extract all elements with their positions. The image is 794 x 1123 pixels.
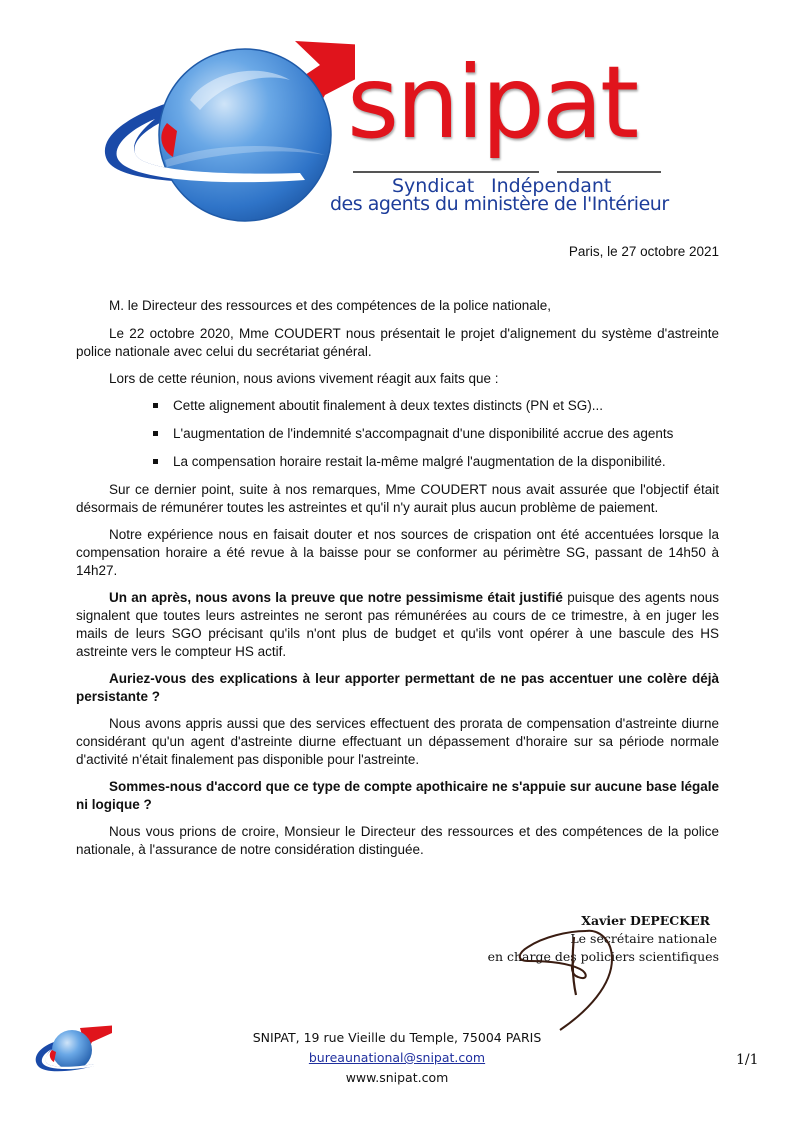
square-bullet-icon xyxy=(153,403,158,408)
salutation: M. le Directeur des ressources et des compétences de la police nationale, xyxy=(109,298,551,313)
paragraph-8 xyxy=(76,778,719,814)
signatory-role-detail: en charge des policiers scientifiques xyxy=(487,949,719,964)
paragraph-9: Nous vous prions de croire, Monsieur le Directeur des ressources et des compétences de la police nationale, à l'assurance de notre considération distinguée. xyxy=(76,824,719,857)
logo-tagline-independant: Indépendant xyxy=(491,175,612,197)
list-item-text: Cette alignement aboutit finalement à deux textes distincts (PN et SG)... xyxy=(173,398,603,413)
bullet-list xyxy=(76,397,719,471)
logo-rule-right xyxy=(557,171,661,173)
snipat-logo xyxy=(95,35,695,230)
signatory-role: Le secrétaire nationale xyxy=(570,931,717,946)
logo-tagline-line2: des agents du ministère de l'Intérieur xyxy=(330,193,669,215)
paragraph-1: Le 22 octobre 2020, Mme COUDERT nous présentait le projet d'alignement du système d'astreinte police nationale avec celui du secrétariat général. xyxy=(76,326,719,359)
letter-body xyxy=(76,297,719,868)
paragraph-6 xyxy=(76,670,719,706)
paragraph-2: Lors de cette réunion, nous avions vivement réagit aux faits que : xyxy=(109,371,499,386)
paragraph-5-text: puisque des agents nous signalent que toutes leurs astreintes ne seront pas rémunérées au cours de ce trimestre, à en juger les mails de leurs SGO précisant qu'ils n'ont plus de budget et qu'ils vont opérer à une bascule des HS astreinte vers le compteur HS actif. xyxy=(76,590,719,659)
paragraph-3: Sur ce dernier point, suite à nos remarques, Mme COUDERT nous avait assurée que l'objectif était désormais de rémunérer toutes les astreintes et qu'il n'y aurait plus aucun problème de paiement. xyxy=(76,482,719,515)
paragraph-7: Nous avons appris aussi que des services effectuent des prorata de compensation d'astreinte diurne considérant qu'un agent d'astreinte diurne effectuant un dépassement d'horaire sur sa période normale d'activité n'était finalement pas disponible pour l'astreinte. xyxy=(76,716,719,767)
list-item-text: La compensation horaire restait la-même malgré l'augmentation de la disponibilité. xyxy=(173,454,666,469)
signatory-name: Xavier DEPECKER xyxy=(581,913,710,928)
handwritten-signature-icon xyxy=(488,925,648,1035)
paragraph-4: Notre expérience nous en faisait douter et nos sources de crispation ont été accentuées lorsque la compensation horaire a été revue à la baisse pour se conformer au périmètre SG, passant de 14h50 à 14h27. xyxy=(76,527,719,578)
paragraph-5-bold: Un an après, nous avons la preuve que notre pessimisme était justifié xyxy=(109,590,563,605)
letter-date: Paris, le 27 octobre 2021 xyxy=(568,244,719,259)
logo-rule-left xyxy=(353,171,539,173)
paragraph-8-bold: Sommes-nous d'accord que ce type de compte apothicaire ne s'appuie sur aucune base légale ni logique ? xyxy=(76,779,719,812)
list-item xyxy=(153,425,719,443)
logo-wordmark: snipat xyxy=(347,44,637,161)
footer xyxy=(0,1028,794,1088)
footer-website: www.snipat.com xyxy=(345,1070,449,1085)
page-number: 1/1 xyxy=(736,1052,759,1068)
square-bullet-icon xyxy=(153,431,158,436)
paragraph-5 xyxy=(76,589,719,661)
paragraph-6-bold: Auriez-vous des explications à leur apporter permettant de ne pas accentuer une colère déjà persistante ? xyxy=(76,671,719,704)
list-item xyxy=(153,397,719,415)
planet-logo-icon xyxy=(95,35,355,230)
footer-email-link[interactable]: bureaunational@snipat.com xyxy=(308,1050,486,1065)
footer-address: SNIPAT, 19 rue Vieille du Temple, 75004 PARIS xyxy=(252,1030,542,1045)
list-item xyxy=(153,453,719,471)
logo-tagline-syndicat: Syndicat xyxy=(392,175,475,197)
square-bullet-icon xyxy=(153,459,158,464)
list-item-text: L'augmentation de l'indemnité s'accompagnait d'une disponibilité accrue des agents xyxy=(173,426,674,441)
